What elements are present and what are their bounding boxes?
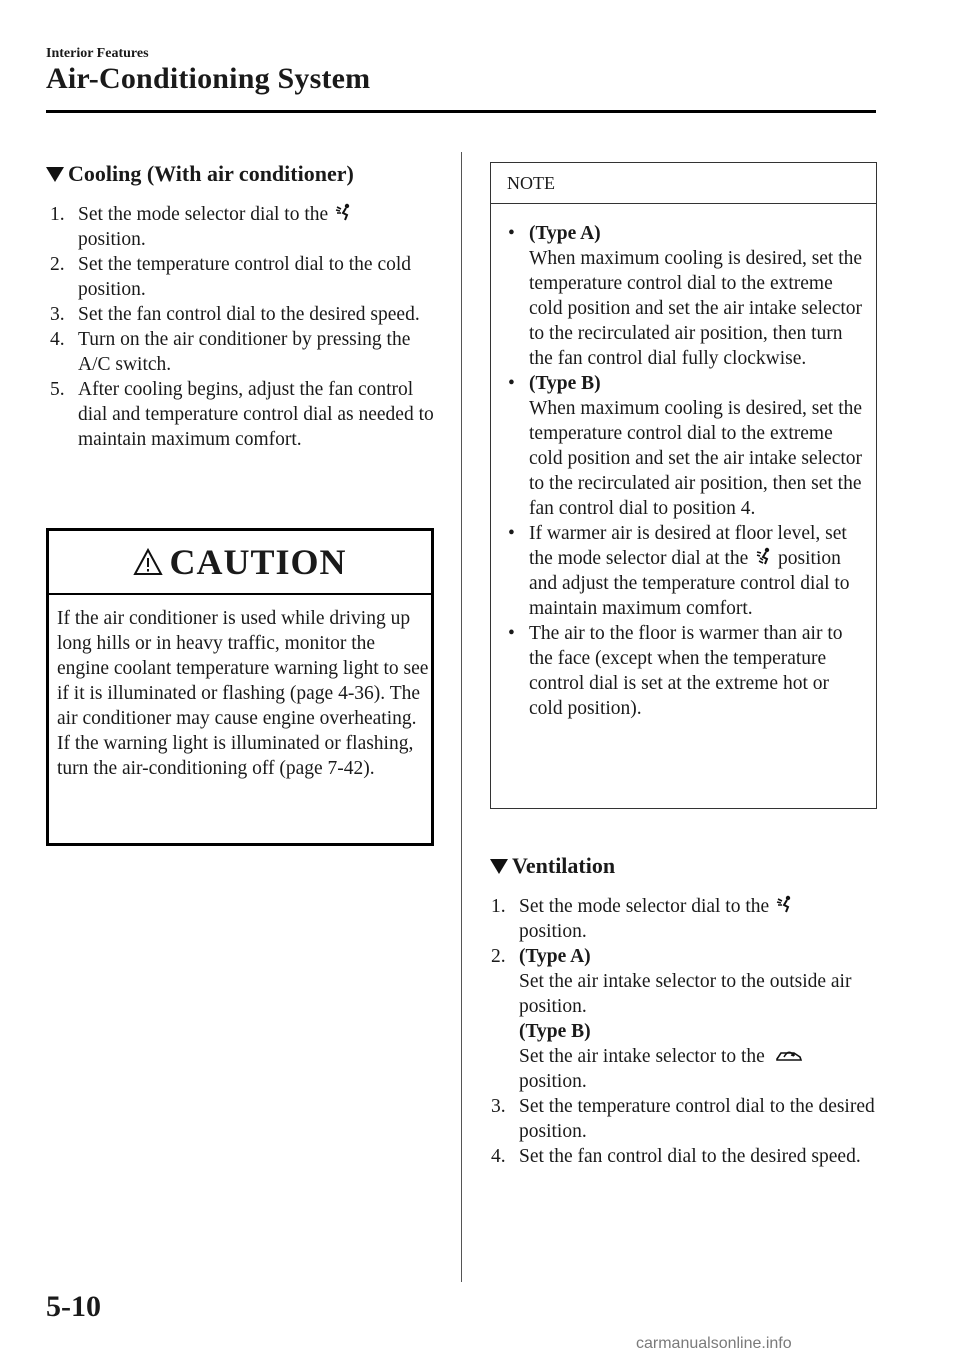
down-triangle-icon bbox=[46, 167, 64, 182]
page-number: 5-10 bbox=[46, 1290, 101, 1323]
note-box bbox=[490, 162, 877, 809]
note-list bbox=[505, 221, 867, 721]
cooling-heading-text: Cooling (With air conditioner) bbox=[68, 161, 354, 186]
list-item: 1. Set the mode selector dial to the position. bbox=[491, 894, 881, 944]
ventilation-steps bbox=[491, 894, 881, 1169]
list-item: • (Type A) When maximum cooling is desired, set the temperature control dial to the extreme cold position and set the air intake selector to the recirculated air position, then turn the fan control dial fully clockwise. bbox=[508, 223, 863, 369]
list-item: 2. (Type A) Set the air intake selector to the outside air position. (Type B) Set the air intake selector to the position. bbox=[491, 946, 852, 1092]
title-rule bbox=[46, 110, 876, 113]
mode-face-floor-icon bbox=[755, 547, 773, 565]
list-item: 5. After cooling begins, adjust the fan control dial and temperature control dial as needed to maintain maximum comfort. bbox=[50, 379, 434, 450]
list-item: 2. Set the temperature control dial to the cold position. bbox=[50, 254, 412, 300]
list-item: • If warmer air is desired at floor level, set the mode selector dial at the position and adjust the temperature control dial to maintain maximum comfort. bbox=[508, 523, 850, 619]
warning-triangle-icon bbox=[133, 548, 163, 576]
list-item: 3. Set the temperature control dial to the desired position. bbox=[491, 1096, 875, 1142]
note-title: NOTE bbox=[507, 173, 555, 193]
caution-title: CAUTION bbox=[169, 542, 347, 582]
cooling-steps bbox=[50, 202, 435, 452]
caution-text: If the air conditioner is used while driving up long hills or in heavy traffic, monitor the engine coolant temperature warning light to see if it is illuminated or flashing (page 4-36). The air conditioner may cause engine overheating. If the warning light is illuminated or flashing, turn the air-conditioning off (page 7-42). bbox=[57, 608, 429, 779]
ventilation-heading bbox=[490, 853, 615, 879]
list-item: 4. Set the fan control dial to the desired speed. bbox=[491, 1146, 861, 1167]
cooling-heading bbox=[46, 161, 354, 187]
caution-box bbox=[46, 528, 434, 846]
mode-face-vent-icon bbox=[335, 203, 353, 221]
column-divider bbox=[461, 152, 462, 1282]
list-item: • The air to the floor is warmer than air to the face (except when the temperature control dial is set at the extreme hot or cold position). bbox=[508, 623, 843, 719]
ventilation-heading-text: Ventilation bbox=[512, 853, 616, 878]
list-item: 4. Turn on the air conditioner by pressing the A/C switch. bbox=[50, 329, 411, 375]
section-label: Interior Features bbox=[46, 46, 149, 61]
list-item: • (Type B) When maximum cooling is desired, set the temperature control dial to the extreme cold position and set the air intake selector to the recirculated air position, then set the fan control dial to position 4. bbox=[508, 373, 863, 519]
recirculation-icon bbox=[774, 1046, 804, 1064]
down-triangle-icon bbox=[490, 859, 508, 874]
list-item: 1. Set the mode selector dial to the position. bbox=[50, 202, 435, 252]
mode-face-vent-icon bbox=[776, 895, 794, 913]
watermark: carmanualsonline.info bbox=[636, 1335, 792, 1352]
caution-rule bbox=[49, 593, 431, 595]
note-rule bbox=[491, 203, 876, 204]
page-title: Air-Conditioning System bbox=[46, 62, 371, 95]
list-item: 3. Set the fan control dial to the desired speed. bbox=[50, 304, 420, 325]
caution-header bbox=[49, 531, 431, 593]
